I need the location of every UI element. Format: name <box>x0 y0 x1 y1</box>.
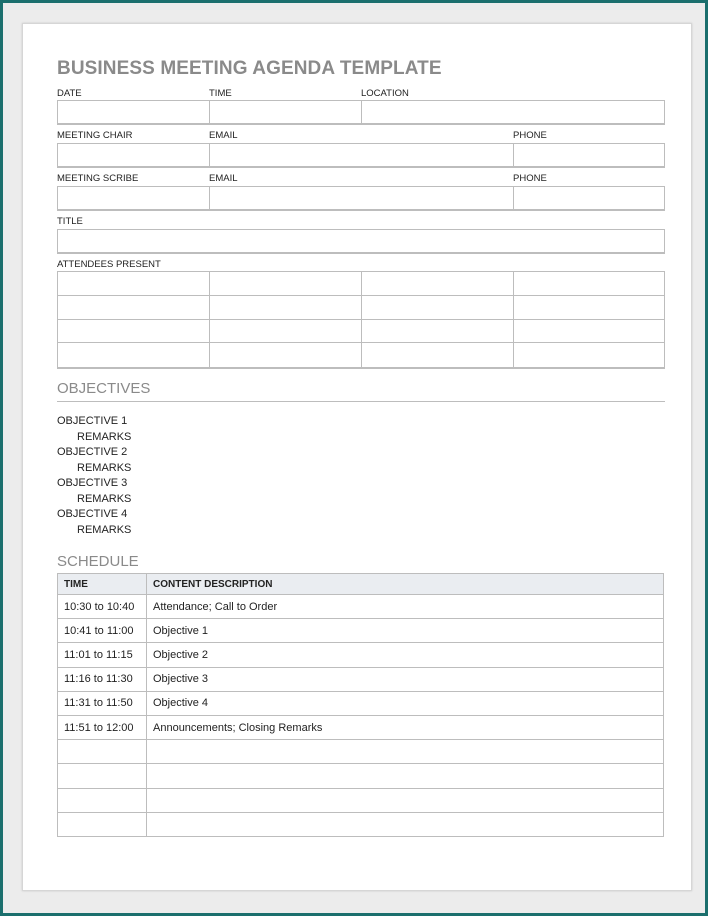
location-label: LOCATION <box>361 88 409 99</box>
content-cell[interactable] <box>147 812 664 836</box>
chair-phone-field[interactable] <box>514 144 664 166</box>
time-cell[interactable] <box>58 812 147 836</box>
time-cell[interactable] <box>58 764 147 788</box>
objective-1-label: OBJECTIVE 1 <box>57 415 128 427</box>
attendee-cell[interactable] <box>362 272 514 296</box>
content-cell[interactable]: Objective 2 <box>147 643 664 667</box>
content-cell[interactable]: Objective 1 <box>147 619 664 643</box>
scribe-email-label: EMAIL <box>209 173 238 184</box>
content-cell[interactable] <box>147 788 664 812</box>
time-cell[interactable]: 10:41 to 11:00 <box>58 619 147 643</box>
objective-4-label: OBJECTIVE 4 <box>57 508 128 520</box>
table-row <box>58 740 664 764</box>
objectives-list <box>57 414 131 538</box>
attendees-label: ATTENDEES PRESENT <box>57 259 161 270</box>
title-field[interactable] <box>57 229 665 254</box>
table-row <box>58 812 664 836</box>
scribe-phone-field[interactable] <box>514 187 664 209</box>
attendee-cell[interactable] <box>514 343 664 367</box>
attendee-cell[interactable] <box>362 320 514 344</box>
table-row <box>58 788 664 812</box>
time-column-header: TIME <box>58 574 147 595</box>
table-row <box>58 691 664 715</box>
date-label: DATE <box>57 88 82 99</box>
attendees-grid <box>57 271 665 369</box>
schedule-heading: SCHEDULE <box>57 553 139 570</box>
meeting-chair-field[interactable] <box>58 144 210 166</box>
time-cell[interactable]: 10:30 to 10:40 <box>58 595 147 619</box>
window-frame <box>3 3 705 913</box>
table-row <box>58 643 664 667</box>
attendee-cell[interactable] <box>514 296 664 320</box>
scribe-email-field[interactable] <box>210 187 514 209</box>
content-column-header: CONTENT DESCRIPTION <box>147 574 664 595</box>
attendee-cell[interactable] <box>58 343 210 367</box>
attendee-cell[interactable] <box>58 320 210 344</box>
objective-2-remarks: REMARKS <box>77 461 132 474</box>
time-cell[interactable] <box>58 740 147 764</box>
objectives-divider <box>57 401 665 402</box>
document-page <box>22 23 692 891</box>
objective-2-label: OBJECTIVE 2 <box>57 446 128 458</box>
attendee-cell[interactable] <box>58 296 210 320</box>
attendee-cell[interactable] <box>210 272 362 296</box>
content-cell[interactable]: Announcements; Closing Remarks <box>147 715 664 739</box>
time-cell[interactable]: 11:16 to 11:30 <box>58 667 147 691</box>
time-cell[interactable]: 11:51 to 12:00 <box>58 715 147 739</box>
chair-email-field[interactable] <box>210 144 514 166</box>
meeting-scribe-field[interactable] <box>58 187 210 209</box>
table-row <box>58 595 664 619</box>
chair-email-label: EMAIL <box>209 130 238 141</box>
time-cell[interactable]: 11:31 to 11:50 <box>58 691 147 715</box>
attendee-cell[interactable] <box>58 272 210 296</box>
table-row <box>58 619 664 643</box>
meeting-chair-label: MEETING CHAIR <box>57 130 133 141</box>
attendee-cell[interactable] <box>210 343 362 367</box>
attendee-cell[interactable] <box>210 320 362 344</box>
attendee-cell[interactable] <box>514 320 664 344</box>
document-title: BUSINESS MEETING AGENDA TEMPLATE <box>57 58 442 79</box>
objective-3-remarks: REMARKS <box>77 492 132 505</box>
location-field[interactable] <box>362 101 664 123</box>
objective-4-remarks: REMARKS <box>77 523 132 536</box>
attendee-cell[interactable] <box>210 296 362 320</box>
objectives-heading: OBJECTIVES <box>57 380 151 397</box>
attendee-cell[interactable] <box>362 296 514 320</box>
time-label: TIME <box>209 88 232 99</box>
meeting-chair-row <box>57 143 665 168</box>
content-cell[interactable]: Objective 4 <box>147 691 664 715</box>
meeting-scribe-label: MEETING SCRIBE <box>57 173 139 184</box>
time-field[interactable] <box>210 101 362 123</box>
time-cell[interactable]: 11:01 to 11:15 <box>58 643 147 667</box>
attendee-cell[interactable] <box>362 343 514 367</box>
table-row <box>58 764 664 788</box>
schedule-table <box>57 573 664 837</box>
schedule-header-row <box>58 574 664 595</box>
table-row <box>58 667 664 691</box>
meeting-scribe-row <box>57 186 665 211</box>
objective-3-label: OBJECTIVE 3 <box>57 477 128 489</box>
scribe-phone-label: PHONE <box>513 173 547 184</box>
content-cell[interactable] <box>147 740 664 764</box>
date-field[interactable] <box>58 101 210 123</box>
content-cell[interactable]: Attendance; Call to Order <box>147 595 664 619</box>
content-cell[interactable] <box>147 764 664 788</box>
table-row <box>58 715 664 739</box>
date-time-location-row <box>57 100 665 125</box>
attendee-cell[interactable] <box>514 272 664 296</box>
title-label: TITLE <box>57 216 83 227</box>
chair-phone-label: PHONE <box>513 130 547 141</box>
time-cell[interactable] <box>58 788 147 812</box>
objective-1-remarks: REMARKS <box>77 430 132 443</box>
content-cell[interactable]: Objective 3 <box>147 667 664 691</box>
